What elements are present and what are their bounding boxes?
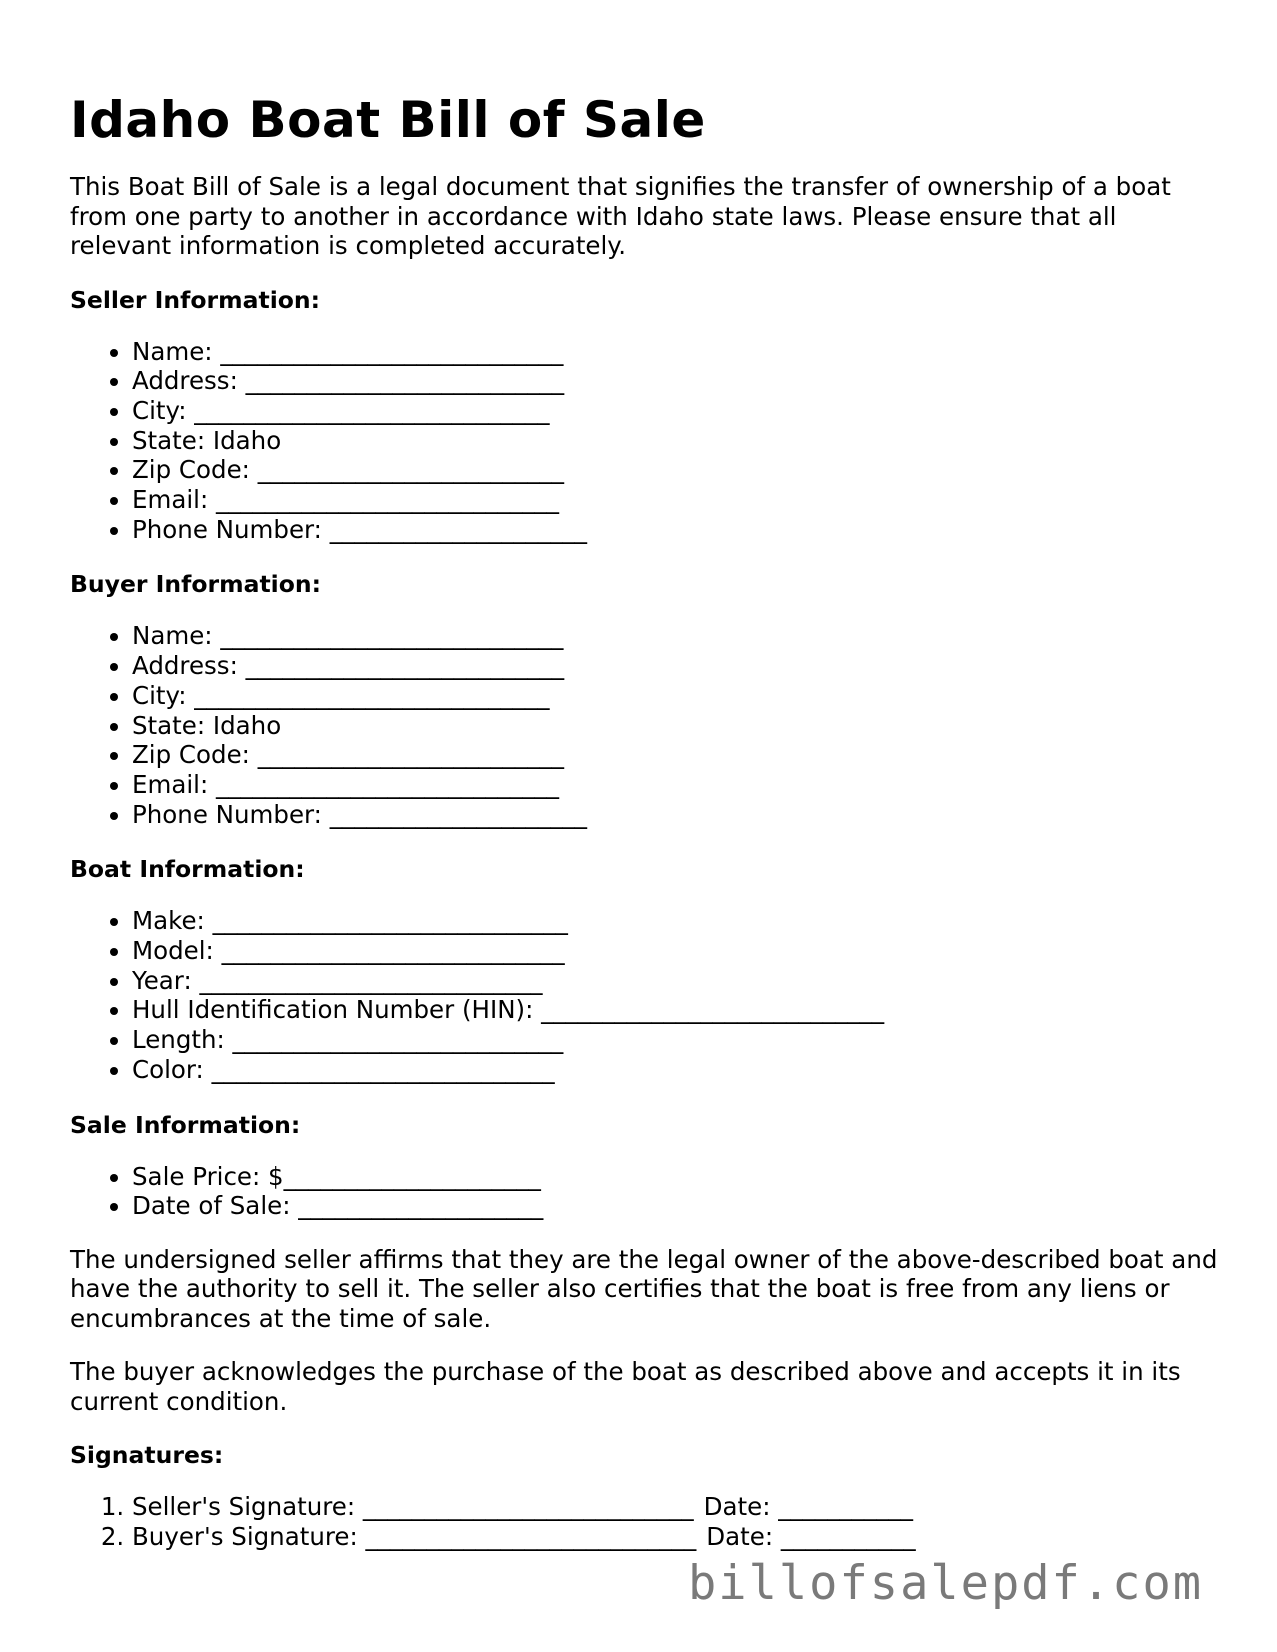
seller-name-field[interactable]: • Name: ____________________________	[132, 337, 1220, 367]
boat-heading: Boat Information:	[70, 855, 305, 884]
boat-year-field[interactable]: • Year: ____________________________	[132, 966, 1220, 996]
seller-address-field[interactable]: • Address: __________________________	[132, 366, 1220, 396]
sale-date-field[interactable]: • Date of Sale: ____________________	[132, 1191, 1220, 1221]
seller-state-field: • State: Idaho	[132, 426, 1220, 456]
sale-list	[70, 1162, 1220, 1221]
boat-make-field[interactable]: • Make: _____________________________	[132, 906, 1220, 936]
buyer-zip-field[interactable]: • Zip Code: _________________________	[132, 740, 1220, 770]
buyer-phone-field[interactable]: • Phone Number: _____________________	[132, 800, 1220, 830]
boat-hin-field[interactable]: • Hull Identification Number (HIN): ____________________________	[132, 995, 1220, 1025]
sale-heading: Sale Information:	[70, 1110, 301, 1139]
buyer-name-field[interactable]: • Name: ____________________________	[132, 621, 1220, 651]
buyer-signature-date[interactable]: Date: ___________	[706, 1522, 916, 1552]
seller-list	[70, 337, 1220, 545]
buyer-city-field[interactable]: • City: _____________________________	[132, 681, 1220, 711]
boat-color-field[interactable]: • Color: ____________________________	[132, 1055, 1220, 1085]
seller-heading: Seller Information:	[70, 285, 321, 314]
boat-length-field[interactable]: • Length: ___________________________	[132, 1025, 1220, 1055]
seller-signature-date[interactable]: Date: ___________	[703, 1492, 914, 1522]
buyer-list	[70, 621, 1220, 829]
acknowledgment-paragraph: The buyer acknowledges the purchase of the boat as described above and accepts it in its current condition.	[70, 1357, 1181, 1416]
buyer-state-field: • State: Idaho	[132, 711, 1220, 741]
buyer-heading: Buyer Information:	[70, 570, 322, 599]
buyer-signature-line[interactable]	[132, 1522, 1220, 1552]
signatures-list	[70, 1492, 1220, 1551]
sale-price-field[interactable]: • Sale Price: $_____________________	[132, 1162, 1220, 1192]
seller-signature-label[interactable]: Seller's Signature: ___________________________	[132, 1492, 694, 1522]
buyer-address-field[interactable]: • Address: __________________________	[132, 651, 1220, 681]
seller-email-field[interactable]: • Email: ____________________________	[132, 485, 1220, 515]
watermark: billofsalepdf.com	[688, 1556, 1204, 1611]
seller-city-field[interactable]: • City: _____________________________	[132, 396, 1220, 426]
seller-phone-field[interactable]: • Phone Number: _____________________	[132, 515, 1220, 545]
buyer-email-field[interactable]: • Email: ____________________________	[132, 770, 1220, 800]
signatures-heading: Signatures:	[70, 1441, 224, 1470]
seller-signature-line[interactable]	[132, 1492, 1220, 1522]
page-title: Idaho Boat Bill of Sale	[70, 91, 706, 149]
boat-list	[70, 906, 1220, 1084]
intro-paragraph: This Boat Bill of Sale is a legal document that signifies the transfer of ownership of a boat from one party to another in accordance with Idaho state laws. Please ensure that all relevant information is completed accurately.	[70, 172, 1171, 260]
affirmation-paragraph: The undersigned seller affirms that they are the legal owner of the above-described boat and have the authority to sell it. The seller also certifies that the boat is free from any liens or encumbrances at the time of sale.	[70, 1244, 1218, 1333]
seller-zip-field[interactable]: • Zip Code: _________________________	[132, 455, 1220, 485]
buyer-signature-label[interactable]: Buyer's Signature: ___________________________	[132, 1522, 697, 1552]
document-page	[70, 88, 1220, 1552]
boat-model-field[interactable]: • Model: ____________________________	[132, 936, 1220, 966]
